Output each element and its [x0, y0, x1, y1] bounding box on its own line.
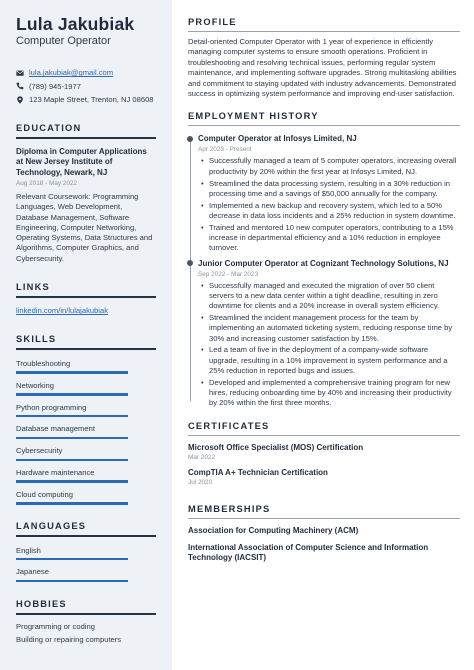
- location-pin-icon: [16, 96, 24, 104]
- employment-heading: EMPLOYMENT HISTORY: [188, 111, 460, 126]
- profile-summary: Detail-oriented Computer Operator with 1 year of experience in efficiently managing computer systems to ensure smooth operations. Proficient in troubleshooting and resolving technical issues, performing regular system maintenance, and implementing software upgrades. Strong multitasking abilities and commitment to staying updated with industry advancements. Demonstrated success in optimizing system performance and improving end-user satisfaction.: [188, 37, 457, 99]
- education-coursework: Relevant Coursework: Programming Languages, Web Development, Database Management, Software Engineering, Computer Networking, Operating Systems, Data Structures and Algorithms, Computer Graphics, and Cybersecurity.: [16, 192, 153, 263]
- hobby-item: Programming or coding: [16, 622, 95, 632]
- language-label: Japanese: [16, 567, 49, 577]
- education-heading: EDUCATION: [16, 123, 156, 139]
- job-bullets: [198, 156, 460, 253]
- language-bar-fill: [16, 558, 128, 561]
- hobbies-list: [16, 620, 156, 646]
- linkedin-link[interactable]: linkedin.com/in/lulajakubiak: [16, 306, 109, 316]
- employment-timeline: [188, 134, 460, 408]
- candidate-title: Computer Operator: [16, 35, 111, 47]
- certificate-name: Microsoft Office Specialist (MOS) Certification: [188, 442, 364, 452]
- certificate-item: [188, 468, 460, 486]
- skill-bar: [16, 480, 128, 483]
- job-bullet: • Implemented a new backup and recovery system, which led to a 50% decrease in data loss incidents and a 25% reduction in system downtime.: [198, 201, 460, 222]
- job-title: Junior Computer Operator at Cognizant Technology Solutions, NJ: [198, 258, 449, 268]
- skill-bar-fill: [16, 480, 128, 483]
- job-entry: [198, 259, 460, 409]
- skill-item: [16, 376, 156, 398]
- skill-bar-fill: [16, 393, 128, 396]
- skill-item: [16, 419, 156, 441]
- languages-list: [16, 541, 156, 585]
- skill-item: [16, 441, 156, 463]
- skill-bar-fill: [16, 502, 128, 505]
- certificate-date: Jul 2020: [188, 478, 213, 486]
- skill-item: [16, 354, 156, 376]
- skill-label: Cloud computing: [16, 489, 73, 499]
- hobbies-heading: HOBBIES: [16, 599, 156, 615]
- skill-bar-fill: [16, 415, 128, 418]
- contact-phone: [16, 80, 156, 94]
- language-bar: [16, 558, 128, 561]
- contact-address: [16, 93, 156, 107]
- education-dates: Aug 2018 - May 2022: [16, 180, 78, 187]
- main-content: [172, 0, 474, 670]
- skill-bar: [16, 459, 128, 462]
- skill-item: [16, 485, 156, 507]
- sidebar: [0, 0, 172, 670]
- skill-bar-fill: [16, 371, 128, 374]
- job-dates: Apr 2023 - Present: [198, 146, 252, 154]
- skill-label: Database management: [16, 424, 95, 434]
- phone-text: (789) 945-1977: [29, 81, 81, 91]
- job-title: Computer Operator at Infosys Limited, NJ: [198, 134, 357, 144]
- skill-bar: [16, 393, 128, 396]
- certificate-item: [188, 443, 460, 461]
- job-bullet: • Trained and mentored 10 new computer operators, contributing to a 15% increase in departmental efficiency and a 10% reduction in employee turnover.: [198, 223, 460, 254]
- envelope-icon: [16, 69, 24, 77]
- language-item: [16, 562, 156, 584]
- job-bullet: • Successfully managed a team of 5 computer operators, increasing overall productivity by 20% within the first year at Infosys Limited, NJ.: [198, 156, 460, 177]
- timeline-dot: [187, 260, 193, 266]
- skill-bar-fill: [16, 437, 128, 440]
- education-degree: Diploma in Computer Applications at New Jersey Institute of Technology, Newark, NJ: [16, 146, 147, 177]
- skill-bar: [16, 371, 128, 374]
- phone-icon: [16, 82, 24, 90]
- job-bullet: • Successfully managed and executed the migration of over 50 client servers to a new data center within a tight deadline, resulting in zero downtime for clients and a 20% increase in overall system efficiency.: [198, 281, 460, 312]
- job-bullet: • Developed and implemented a comprehensive training program for new hires, reducing onboarding time by 40% and increasing their productivity by 20% within the first three months.: [198, 378, 460, 409]
- hobby-item: Building or repairing computers: [16, 635, 122, 645]
- contact-email: [16, 66, 156, 80]
- skill-bar: [16, 502, 128, 505]
- language-bar: [16, 580, 128, 583]
- links-heading: LINKS: [16, 282, 156, 298]
- skill-bar-fill: [16, 459, 128, 462]
- profile-heading: PROFILE: [188, 17, 460, 32]
- certificates-heading: CERTIFICATES: [188, 421, 460, 436]
- certificate-name: CompTIA A+ Technician Certification: [188, 467, 328, 477]
- language-bar-fill: [16, 580, 128, 583]
- skill-label: Networking: [16, 380, 54, 390]
- skill-label: Cybersecurity: [16, 446, 63, 456]
- timeline-dot: [187, 136, 193, 142]
- skill-bar: [16, 437, 128, 440]
- skill-item: [16, 398, 156, 420]
- address-text: 123 Maple Street, Trenton, NJ 08608: [29, 95, 154, 105]
- membership-item: Association for Computing Machinery (ACM): [188, 525, 359, 535]
- skill-bar: [16, 415, 128, 418]
- email-link[interactable]: lula.jakubiak@gmail.com: [29, 68, 114, 78]
- membership-item: International Association of Computer Science and Information Technology (IACSIT): [188, 542, 429, 563]
- skill-item: [16, 463, 156, 485]
- skill-label: Troubleshooting: [16, 359, 71, 369]
- candidate-name: Lula Jakubiak: [16, 14, 135, 34]
- certificate-date: Mar 2022: [188, 453, 215, 461]
- job-dates: Sep 2022 - Mar 2023: [198, 270, 259, 278]
- job-bullets: [198, 281, 460, 409]
- job-bullet: • Streamlined the data processing system, resulting in a 30% reduction in processing time and a savings of $50,000 annually for the company.: [198, 179, 460, 200]
- contact-block: [16, 66, 156, 107]
- skills-list: [16, 354, 156, 507]
- languages-heading: LANGUAGES: [16, 521, 156, 537]
- memberships-heading: MEMBERSHIPS: [188, 504, 460, 519]
- skills-heading: SKILLS: [16, 334, 156, 350]
- language-label: English: [16, 545, 41, 555]
- language-item: [16, 541, 156, 563]
- skill-label: Hardware maintenance: [16, 468, 95, 478]
- skill-label: Python programming: [16, 402, 87, 412]
- job-entry: [198, 134, 460, 253]
- job-bullet: • Led a team of five in the deployment of a company-wide software upgrade, resulting in a 10% improvement in system performance and a 25% reduction in reported bugs and issues.: [198, 345, 460, 376]
- timeline-line: [190, 138, 191, 400]
- job-bullet: • Streamlined the incident management process for the team by implementing an automated ticketing system, reducing response time by 30% and increasing customer satisfaction by 15%.: [198, 313, 460, 344]
